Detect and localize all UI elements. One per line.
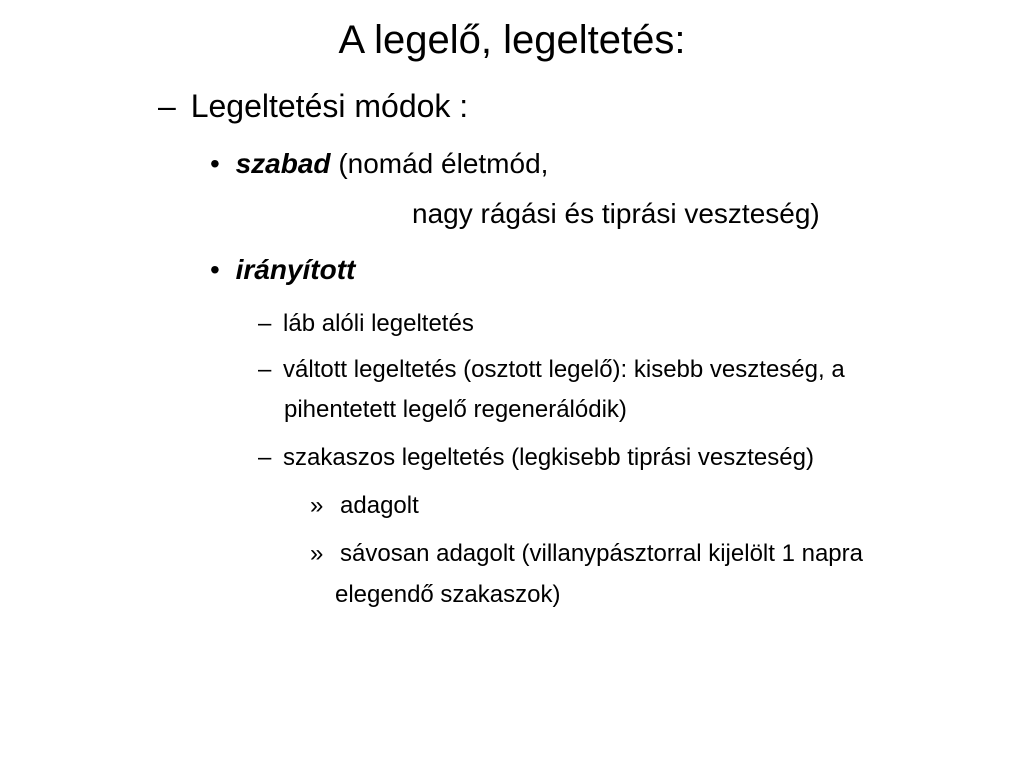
subitem-lab-aloli <box>258 308 474 340</box>
subitem-text: váltott legeltetés (osztott legelő): kisebb veszteség, a <box>283 356 845 383</box>
item-szabad-text-2: nagy rágási és tiprási veszteség) <box>412 198 820 229</box>
subitem-text: szakaszos legeltetés (legkisebb tiprási veszteség) <box>283 444 814 471</box>
item-szabad-text-1: (nomád életmód, <box>338 148 549 179</box>
subitem-szakaszos <box>258 442 814 474</box>
term-iranyitott: irányított <box>235 254 356 285</box>
bullet-marker: • <box>210 254 220 285</box>
raquo-marker: » <box>310 492 324 519</box>
subitem-valtott-line2: pihentetett legelő regenerálódik) <box>284 396 627 423</box>
subsubitem-savosan-line2: elegendő szakaszok) <box>335 581 561 608</box>
subitem-valtott <box>258 354 845 386</box>
slide-title: A legelő, legeltetés: <box>338 18 686 62</box>
dash-marker: – <box>258 356 272 383</box>
bullet-item-iranyitott <box>210 252 355 288</box>
heading-line <box>158 86 468 126</box>
dash-marker: – <box>258 310 272 337</box>
bullet-item-szabad <box>210 146 548 182</box>
subsubitem-text: adagolt <box>340 492 419 519</box>
heading-text: Legeltetési módok : <box>190 88 469 124</box>
subsubitem-adagolt <box>310 490 419 522</box>
raquo-marker: » <box>310 540 324 567</box>
subsubitem-savosan <box>310 538 863 570</box>
subitem-text: láb alóli legeltetés <box>283 310 474 337</box>
subsubitem-text: sávosan adagolt (villanypásztorral kijelölt 1 napra <box>340 540 863 567</box>
dash-marker: – <box>258 444 272 471</box>
term-szabad: szabad <box>235 148 331 179</box>
bullet-marker: • <box>210 148 220 179</box>
dash-marker: – <box>158 88 176 124</box>
